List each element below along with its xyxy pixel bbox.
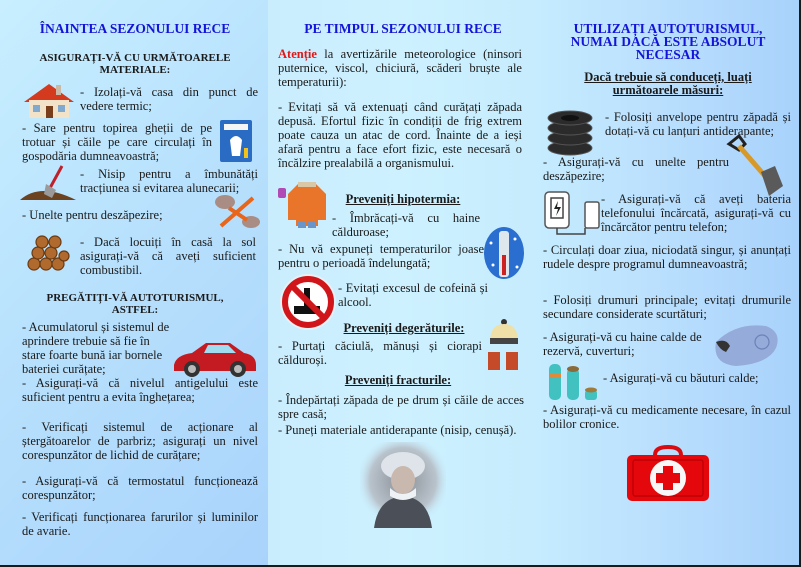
item-clear-snow: - Îndepărtați zăpada de pe drum și căile de acces spre casă; [278,393,524,421]
section-subtitle: Dacă trebuie să conduceți, luați următoarele măsuri: [584,70,752,97]
item-medicine: - Asigurați-vă cu medicamente necesare, în cazul bolilor cronice. [543,403,791,431]
section-title: UTILIZAȚI AUTOTURISMUL, NUMAI DACĂ ESTE ABSOLUT NECESAR [570,21,766,62]
item-insulate: - Izolați-vă casa din punct de vedere termic; [80,85,258,113]
section-title: PE TIMPUL SEZONULUI RECE [304,21,502,36]
blanket-icon [710,322,782,366]
item-salt: - Sare pentru topirea gheții de pe trotuar și căile pe care circulați în gospodăria dumneavoastră; [22,121,212,163]
item-wipers: - Verificați sistemul de acționare al ștergătoarelor de parbriz; asigurați un nivel corespunzător de lichid de curățare; [22,420,258,462]
no-alcohol-icon [278,272,338,332]
item-drive-daytime: - Circulați doar ziua, niciodată singur, și anunțați rudele despre programul dumneavoastră; [543,243,791,271]
hypothermia-title: Preveniți hipotermia: [345,192,461,206]
item-hat-gloves: - Purtați căciulă, mănuși și ciorapi călduroși. [278,339,482,367]
shovel-icon [725,134,785,198]
column-use-car [535,0,799,565]
item-battery: - Acumulatorul și sistemul de aprindere trebuie să fie în stare foarte bună iar bornele bateriei curățate; [22,320,170,376]
sand-shovel-icon [18,162,78,202]
item-snow-tools: - Asigurați-vă cu unelte pentru deszăpezire; [543,155,729,183]
item-lights: - Verificați funcționarea farurilor și luminilor de avarie. [22,510,258,538]
item-warm-clothes: - Îmbrăcați-vă cu haine călduroase; [332,211,480,239]
effort-paragraph: - Evitați să vă extenuați când curățați zăpada depusă. Efortul fizic în condiții de frig extrem poate cauza un atac de cord. Înainte de a ieși afară pentru a face efort fizic, este necesară o încălzire prealabilă a organismului. [278,100,522,170]
item-antislip: - Puneți materiale antiderapante (nisip, cenușă). [278,423,517,437]
section-subtitle-car: PREGĂTIȚI-VĂ AUTOTURISMUL, ASTFEL: [46,292,224,316]
item-fuel: - Dacă locuiți în casă la sol asigurați-vă că aveți suficient combustibil. [80,235,256,277]
item-tools: - Unelte pentru deszăpezire; [22,208,163,222]
house-icon [20,80,78,120]
hat-mittens-icon [486,318,522,372]
item-phone-battery: - Asigurați-vă că aveți bateria telefonului încărcată, asigurați-vă cu încărcător pentru telefon; [601,192,791,234]
fractures-title: Preveniți fracturile: [344,373,452,387]
frozen-man-photo [360,442,446,528]
item-thermostat: - Asigurați-vă că termostatul funcționează corespunzător; [22,474,258,502]
section-subtitle: ASIGURAȚI-VĂ CU URMĂTOARELE MATERIALE: [39,52,231,76]
winter-jacket-icon [276,180,332,228]
firewood-icon [24,230,72,272]
attention-paragraph: Atenție la avertizările meteorologice (ninsori puternice, viscol, chiciură, scăderi bruște ale temperaturii): [278,47,522,89]
item-antifreeze: - Asigurați-vă că nivelul antigelului este suficient pentru a evita înghețarea; [22,376,258,404]
salt-bag-icon [218,118,254,164]
item-winter-tires: - Folosiți anvelope pentru zăpadă și dotați-vă cu lanțuri antiderapante; [605,110,791,138]
item-caffeine: - Evitați excesul de cofeină și alcool. [338,281,488,309]
thermometer-snow-icon [483,225,525,280]
tires-icon [545,108,595,156]
column-during-season [268,0,535,565]
item-sand: - Nisip pentru a îmbunătăți tracțiunea si evitarea alunecarii; [80,167,258,195]
item-low-temp: - Nu vă expuneți temperaturilor joase pentru o perioadă îndelungată; [278,242,484,270]
item-main-roads: - Folosiți drumuri principale; evitați drumurile secundare considerate scurtături; [543,293,791,321]
first-aid-kit-icon [625,445,711,503]
snow-tools-icon [213,190,261,232]
thermos-icon [545,360,601,402]
frostbite-title: Preveniți degerăturile: [343,321,465,335]
section-title: ÎNAINTEA SEZONULUI RECE [39,21,231,36]
item-hot-drinks: - Asigurați-vă cu băuturi calde; [603,371,759,385]
item-warm-clothes: - Asigurați-vă cu haine calde de rezervă, cuverturi; [543,330,702,358]
attention-word: Atenție [278,47,317,61]
column-before-season [0,0,268,565]
red-car-icon [170,337,258,379]
phone-charger-icon [543,190,605,240]
